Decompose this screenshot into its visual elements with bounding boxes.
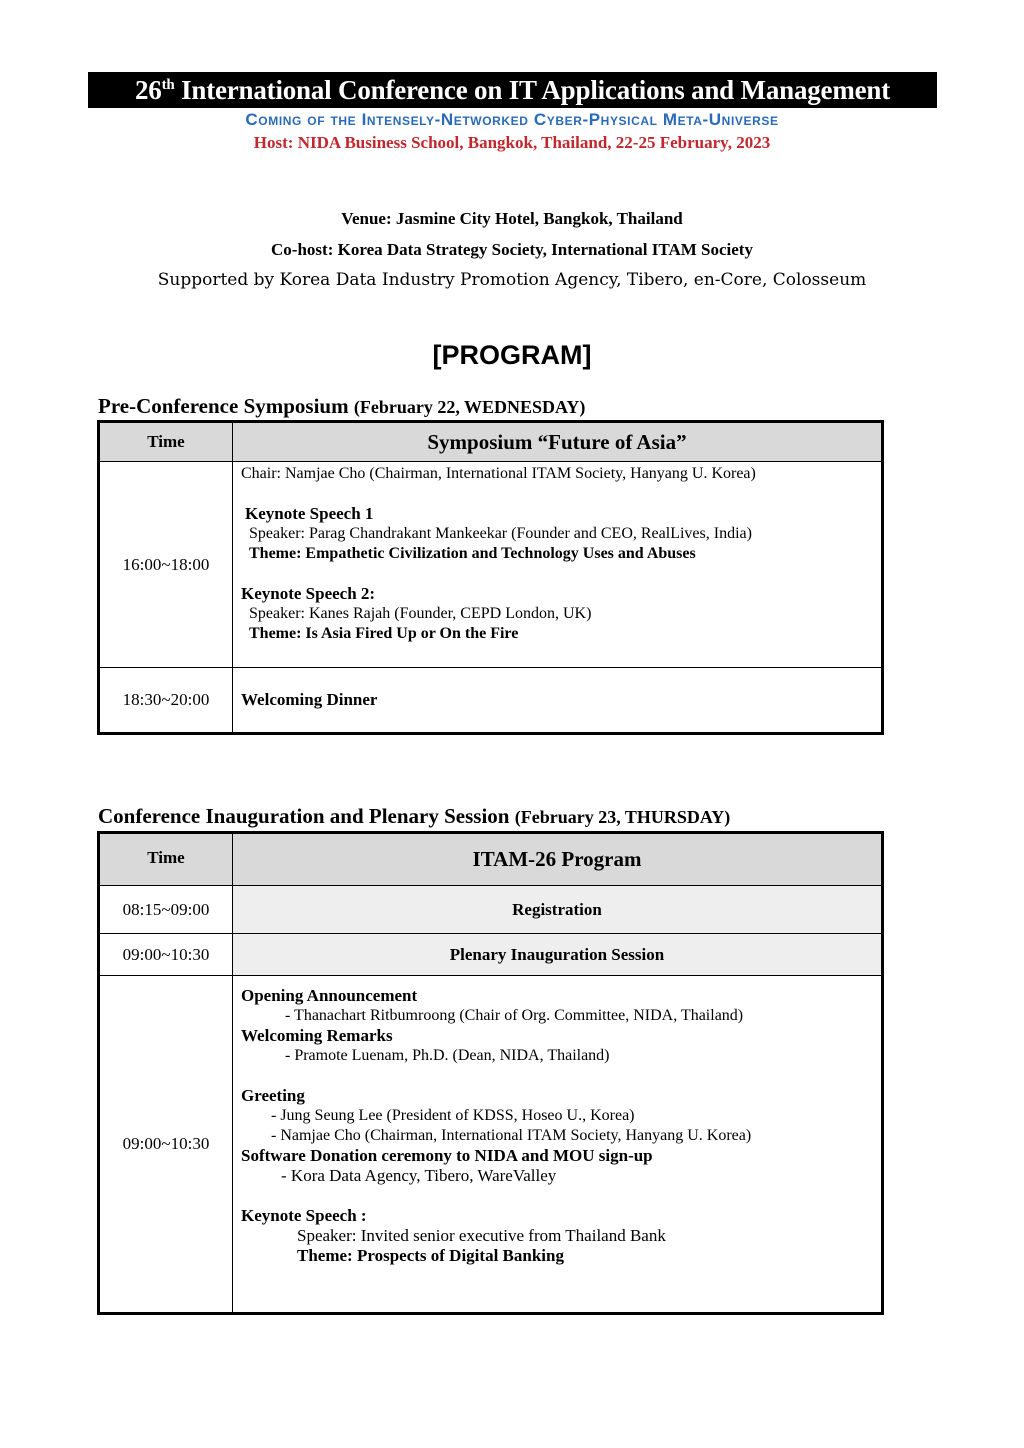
keynote-1-speaker: Speaker: Parag Chandrakant Mankeekar (Founder and CEO, RealLives, India) [249,525,752,542]
chair-text: Chair: Namjae Cho (Chairman, International ITAM Society, Hanyang U. Korea) [241,465,756,482]
keynote-2-title: Keynote Speech 2: [241,584,376,603]
cohost-line: Co-host: Korea Data Strategy Society, International ITAM Society [271,240,753,259]
donation-parties: - Kora Data Agency, Tibero, WareValley [281,1166,557,1185]
keynote-1-title: Keynote Speech 1 [245,504,374,523]
pre-conference-heading [98,394,585,419]
table-row [99,668,883,734]
welcoming-title: Welcoming Remarks [241,1026,393,1045]
opening-title: Opening Announcement [241,986,418,1005]
time-column-header: Time [99,833,233,886]
registration-cell: Registration [233,886,883,934]
program-heading: [PROGRAM] [432,340,592,370]
keynote-title: Keynote Speech : [241,1206,367,1225]
plenary-date: (February 23, THURSDAY) [514,807,731,827]
conference-subtitle: Coming of the Intensely-Networked Cyber-Physical Meta-Universe [245,110,779,129]
donation-title: Software Donation ceremony to NIDA and MOU sign-up [241,1146,653,1165]
time-column-header: Time [99,422,233,462]
time-cell: 18:30~20:00 [99,668,233,734]
table-row [99,934,883,976]
welcoming-dinner: Welcoming Dinner [241,690,378,709]
edition-number: 26 [134,75,162,105]
keynote-theme: Theme: Prospects of Digital Banking [297,1246,564,1265]
keynote-speaker: Speaker: Invited senior executive from Thailand Bank [297,1226,666,1245]
keynote-2-theme: Theme: Is Asia Fired Up or On the Fire [249,625,519,642]
keynote-1-theme: Theme: Empathetic Civilization and Technology Uses and Abuses [249,545,696,562]
table-row [99,886,883,934]
symposium-table [97,420,884,735]
plenary-details [233,976,883,1314]
conference-title [88,72,937,108]
event-cell [233,668,883,734]
pre-conference-title: Pre-Conference Symposium [98,394,354,418]
program-column-header: ITAM-26 Program [233,833,883,886]
plenary-table [97,831,884,1315]
greeting-speaker-2: - Namjae Cho (Chairman, International ITAM Society, Hanyang U. Korea) [271,1127,752,1144]
edition-suffix: th [161,77,175,93]
symposium-details [233,462,883,668]
time-cell: 08:15~09:00 [99,886,233,934]
table-row [99,976,883,1314]
opening-speaker: - Thanachart Ritbumroong (Chair of Org. Committee, NIDA, Thailand) [285,1007,744,1024]
welcoming-speaker: - Pramote Luenam, Ph.D. (Dean, NIDA, Thailand) [285,1047,610,1064]
plenary-title: Conference Inauguration and Plenary Session [98,804,515,828]
greeting-title: Greeting [241,1086,305,1105]
conference-title-text: International Conference on IT Applications and Management [174,75,891,105]
host-line: Host: NIDA Business School, Bangkok, Thailand, 22-25 February, 2023 [253,133,771,152]
greeting-speaker-1: - Jung Seung Lee (President of KDSS, Hoseo U., Korea) [271,1107,635,1124]
time-cell: 09:00~10:30 [99,976,233,1314]
time-cell: 09:00~10:30 [99,934,233,976]
symposium-column-header: Symposium “Future of Asia” [233,422,883,462]
supported-line: Supported by Korea Data Industry Promotion Agency, Tibero, en-Core, Colosseum [157,270,867,290]
plenary-session-cell: Plenary Inauguration Session [233,934,883,976]
venue-line: Venue: Jasmine City Hotel, Bangkok, Thailand [341,209,683,228]
keynote-2-speaker: Speaker: Kanes Rajah (Founder, CEPD London, UK) [249,605,592,622]
plenary-heading [98,804,730,829]
time-cell: 16:00~18:00 [99,462,233,668]
pre-conference-date: (February 22, WEDNESDAY) [353,397,586,417]
table-row [99,462,883,668]
